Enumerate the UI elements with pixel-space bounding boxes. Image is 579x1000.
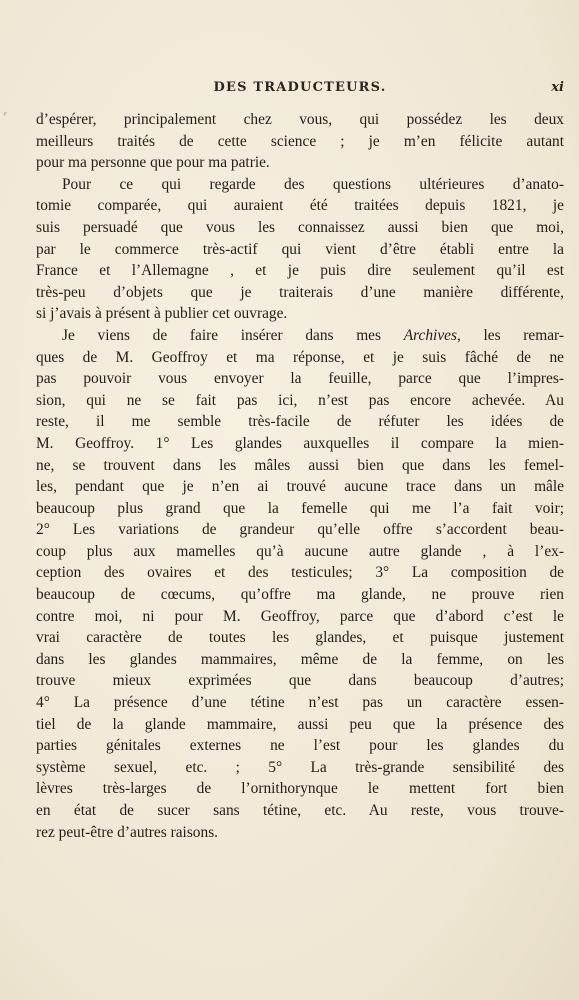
- text-line: rez peut-être d’autres raisons.: [36, 823, 219, 841]
- text-line: sion, qui ne se fait pas ici, n’est pas encore achevée. Au: [36, 391, 564, 409]
- text-line: les, pendant que je n’en ai trouvé aucune trace dans un mâle: [36, 478, 564, 496]
- text-line: parties génitales externes ne l’est pour les glandes du: [36, 737, 564, 755]
- text-line: M. Geoffroy. 1° Les glandes auxquelles il compare la mien-: [36, 434, 564, 452]
- text-line: par le commerce très-actif qui vient d’être établi entre la: [36, 240, 564, 258]
- text-line: lèvres très-larges de l’ornithorynque le mettent fort bien: [36, 780, 564, 798]
- text-line: beaucoup plus grand que la femelle qui me l’a fait voir;: [36, 499, 564, 517]
- text-line: meilleurs traités de cette science ; je m’en félicite autant: [36, 132, 564, 150]
- text-line: ception des ovaires et des testicules; 3° La composition de: [36, 564, 564, 582]
- text-line: Je viens de faire insérer dans mes Archives, les remar-: [62, 326, 564, 344]
- text-line: reste, il me semble très-facile de réfuter les idées de: [36, 413, 564, 431]
- text-line: beaucoup de cœcums, qu’offre ma glande, ne prouve rien: [36, 586, 564, 604]
- text-line: coup plus aux mamelles qu’à aucune autre glande , à l’ex-: [36, 542, 564, 560]
- page-number: xi: [551, 80, 564, 95]
- margin-tick-mark: ʳ: [4, 111, 7, 122]
- text-line: pas pouvoir vous envoyer la feuille, parce que l’impres-: [36, 370, 564, 388]
- text-line: en état de sucer sans tétine, etc. Au reste, vous trouve-: [36, 802, 564, 819]
- text-line: tiel de la glande mammaire, aussi peu que la présence des: [36, 715, 564, 733]
- text-line: si j’avais à présent à publier cet ouvrage.: [36, 305, 288, 323]
- text-line: Pour ce qui regarde des questions ultérieures d’anato-: [62, 175, 564, 193]
- text-line: pour ma personne que pour ma patrie.: [36, 154, 270, 172]
- text-line: 2° Les variations de grandeur qu’elle offre s’accordent beau-: [36, 521, 564, 539]
- italic-title: Archives: [403, 326, 457, 344]
- text-line: système sexuel, etc. ; 5° La très-grande sensibilité des: [36, 758, 564, 776]
- body-text: [36, 109, 564, 843]
- text-line: dans les glandes mammaires, même de la femme, on les: [36, 650, 564, 668]
- running-title: DES TRADUCTEURS.: [213, 80, 387, 95]
- text-line: France et l’Allemagne , et je puis dire seulement qu’il est: [36, 262, 564, 280]
- text-line: très-peu d’objets que je traiterais d’une manière différente,: [36, 283, 564, 301]
- text-line: ne, se trouvent dans les mâles aussi bien que dans les femel-: [36, 456, 564, 474]
- text-line: d’espérer, principalement chez vous, qui possédez les deux: [36, 111, 564, 128]
- text-line: contre moi, ni pour M. Geoffroy, parce que d’abord c’est le: [36, 607, 564, 625]
- text-line: vrai caractère de toutes les glandes, et puisque justement: [36, 629, 564, 647]
- text-line: suis persuadé que vous les connaissez aussi bien que moi,: [36, 218, 564, 236]
- page-header: [36, 80, 564, 102]
- text-line: tomie comparée, qui auraient été traitées depuis 1821, je: [36, 197, 564, 215]
- text-line: trouve mieux exprimées que dans beaucoup d’autres;: [36, 672, 564, 690]
- text-line: 4° La présence d’une tétine n’est pas un caractère essen-: [36, 694, 564, 712]
- text-line: ques de M. Geoffroy et ma réponse, et je suis fâché de ne: [36, 348, 564, 366]
